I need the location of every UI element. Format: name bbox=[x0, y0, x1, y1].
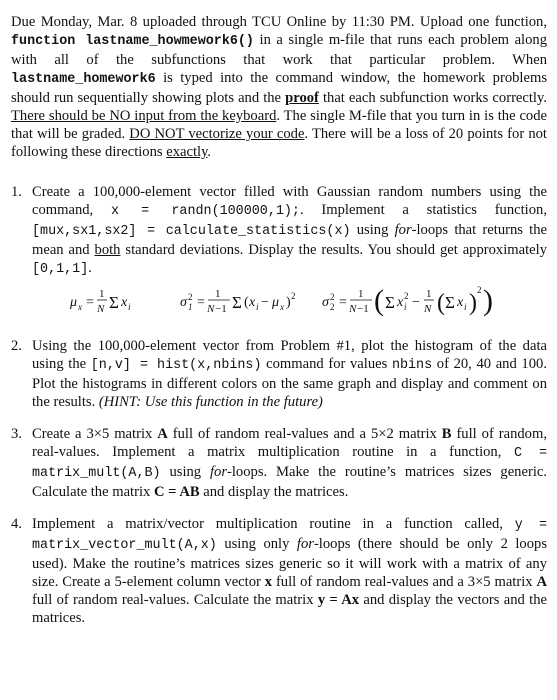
svg-text:Σ: Σ bbox=[109, 293, 119, 312]
svg-text:Σ: Σ bbox=[385, 293, 395, 312]
matrix-equation: C = AB bbox=[153, 484, 200, 500]
svg-text:2: 2 bbox=[188, 292, 193, 302]
svg-text:Σ: Σ bbox=[232, 293, 242, 312]
svg-text:2: 2 bbox=[330, 292, 335, 302]
intro-text: in a single m-file that runs each problem along with all of the subfunctions that work that particular problem. When bbox=[11, 32, 547, 68]
problem-text: and display the vectors and the matrices. bbox=[32, 592, 547, 626]
matrix-vector-mult-code: y = matrix_vector_mult(A,x) bbox=[32, 518, 547, 553]
statistics-formulas bbox=[32, 279, 547, 323]
problem-text: full of random real-values. Calculate the matrix bbox=[32, 592, 318, 608]
problem-text: using only bbox=[216, 536, 297, 552]
svg-text:x: x bbox=[280, 302, 284, 312]
no-input-emphasis: There should be NO input from the keyboard bbox=[11, 108, 277, 124]
svg-text:1: 1 bbox=[358, 288, 364, 300]
svg-text:i: i bbox=[404, 302, 407, 312]
svg-text:(: ( bbox=[374, 284, 384, 317]
variance-formula-2 bbox=[322, 284, 493, 317]
svg-text:μ: μ bbox=[272, 295, 280, 310]
svg-text:−: − bbox=[412, 295, 420, 310]
problem-text: . Implement a statistics function, bbox=[299, 202, 547, 218]
svg-text:σ: σ bbox=[180, 295, 187, 310]
instructions-paragraph bbox=[11, 13, 547, 161]
randn-code: x = randn(100000,1); bbox=[110, 204, 300, 219]
matrix-mult-code: C = matrix_mult(A,B) bbox=[32, 446, 547, 481]
problem-text: Implement a matrix/vector multiplication routine in a function called, bbox=[32, 516, 515, 532]
hist-code: [n,v] = hist(x,nbins) bbox=[90, 358, 262, 373]
svg-text:−1: −1 bbox=[357, 303, 369, 315]
problem-text: using bbox=[160, 464, 210, 480]
svg-text:x: x bbox=[457, 295, 464, 310]
svg-text:2: 2 bbox=[291, 291, 296, 301]
for-keyword: for bbox=[394, 222, 412, 238]
problem-text: -loops (there should be only 2 loops used). Make the routine’s matrices sizes generic so it will work with a matrix of any size. Create a 5-element column vector bbox=[32, 536, 548, 590]
svg-text:N: N bbox=[424, 303, 432, 315]
svg-text:=: = bbox=[197, 295, 205, 310]
intro-text: is typed into the command window, the homework problems should run sequentially showing plots and the bbox=[11, 70, 547, 106]
mean-formula bbox=[69, 288, 131, 315]
for-keyword: for bbox=[209, 464, 228, 480]
statistics-function-code: [mux,sx1,sx2] = calculate_statistics(x) bbox=[32, 224, 351, 239]
problem-text: full of random real-values and a 3×5 matrix bbox=[272, 574, 537, 590]
problem-text: command for values bbox=[261, 356, 392, 372]
svg-text:i: i bbox=[256, 302, 259, 312]
svg-text:N: N bbox=[97, 303, 105, 315]
svg-text:μ: μ bbox=[70, 295, 78, 310]
svg-text:=: = bbox=[339, 295, 347, 310]
svg-text:σ: σ bbox=[322, 295, 329, 310]
svg-text:): ) bbox=[286, 295, 291, 310]
intro-text: Due Monday, Mar. 8 uploaded through TCU Online by 11:30 PM. Upload one function, bbox=[11, 14, 547, 30]
problem-text: using bbox=[350, 222, 395, 238]
svg-text:): ) bbox=[469, 290, 477, 316]
vector-x-symbol: x bbox=[264, 574, 273, 590]
svg-text:x: x bbox=[397, 295, 404, 310]
svg-text:1: 1 bbox=[188, 302, 193, 312]
problem-number: 1. bbox=[11, 184, 22, 200]
problem-2 bbox=[11, 337, 547, 411]
proof-emphasis: proof bbox=[285, 90, 319, 106]
svg-text:−1: −1 bbox=[215, 303, 227, 315]
problem-number: 4. bbox=[11, 516, 22, 532]
command-name-code: lastname_homework6 bbox=[11, 72, 156, 87]
problem-text: -loops that returns the mean and bbox=[32, 222, 547, 258]
intro-text: . bbox=[207, 144, 212, 160]
svg-text:x: x bbox=[249, 295, 256, 310]
matrix-b-symbol: B bbox=[441, 426, 452, 442]
problem-text: and display the matrices. bbox=[199, 484, 349, 500]
svg-text:1: 1 bbox=[99, 288, 105, 300]
problem-text: Create a 100,000-element vector filled with Gaussian random numbers using the command, bbox=[32, 184, 547, 218]
problem-list bbox=[11, 183, 547, 627]
problem-text: Create a 3×5 matrix bbox=[32, 426, 158, 442]
problem-text: . bbox=[88, 260, 92, 276]
vector-equation: y = Ax bbox=[317, 592, 360, 608]
problem-number: 2. bbox=[11, 338, 22, 354]
svg-text:2: 2 bbox=[330, 302, 335, 312]
problem-text: full of random real-values and a 5×2 matrix bbox=[167, 426, 442, 442]
problem-text: Using the 100,000-element vector from Problem #1, plot the histogram of the data using the bbox=[32, 338, 547, 372]
hint-text: (HINT: Use this function in the future) bbox=[98, 394, 323, 410]
intro-text: . There will be a loss of 20 points for not following these directions bbox=[11, 126, 547, 160]
variance-formula-1 bbox=[180, 288, 296, 315]
no-vectorize-emphasis: DO NOT vectorize your code bbox=[129, 126, 305, 142]
problem-4 bbox=[11, 515, 547, 627]
intro-text: that each subfunction works correctly. bbox=[318, 90, 547, 106]
svg-text:): ) bbox=[483, 284, 493, 317]
problem-text: standard deviations. Display the results. You should get approximately bbox=[120, 242, 547, 258]
svg-text:1: 1 bbox=[215, 288, 221, 300]
svg-text:2: 2 bbox=[477, 285, 482, 295]
svg-text:N: N bbox=[207, 303, 215, 315]
both-emphasis: both bbox=[94, 242, 121, 258]
svg-text:i: i bbox=[464, 302, 467, 312]
matrix-a-symbol: A bbox=[536, 574, 547, 590]
problem-text: of 20, 40 and 100. Plot the histograms in different colors on the same graph and display and comment on the results. bbox=[32, 356, 547, 410]
for-keyword: for bbox=[296, 536, 314, 552]
matrix-a-symbol: A bbox=[157, 426, 168, 442]
svg-text:=: = bbox=[86, 295, 94, 310]
expected-result-code: [0,1,1] bbox=[32, 262, 89, 277]
svg-text:1: 1 bbox=[426, 288, 432, 300]
svg-text:N: N bbox=[349, 303, 357, 315]
intro-text: . The single M-file that you turn in is the code that will be graded. bbox=[11, 108, 547, 142]
problem-1 bbox=[11, 183, 547, 323]
svg-text:−: − bbox=[261, 295, 269, 310]
problem-text: -loops. Make the routine’s matrices sizes generic. Calculate the matrix bbox=[32, 464, 547, 500]
svg-text:2: 2 bbox=[404, 291, 409, 301]
svg-text:x: x bbox=[78, 302, 82, 312]
svg-text:(: ( bbox=[437, 290, 445, 316]
svg-text:i: i bbox=[128, 302, 131, 312]
problem-number: 3. bbox=[11, 426, 22, 442]
svg-text:x: x bbox=[121, 295, 128, 310]
problem-3 bbox=[11, 425, 547, 501]
function-signature-code: function lastname_howmework6() bbox=[11, 34, 254, 49]
svg-text:(: ( bbox=[244, 295, 249, 310]
problem-text: full of random, real-values. Implement a matrix multiplication routine in a function, bbox=[32, 426, 547, 460]
nbins-code: nbins bbox=[391, 358, 433, 373]
exactly-emphasis: exactly bbox=[166, 144, 208, 160]
svg-text:Σ: Σ bbox=[445, 293, 455, 312]
